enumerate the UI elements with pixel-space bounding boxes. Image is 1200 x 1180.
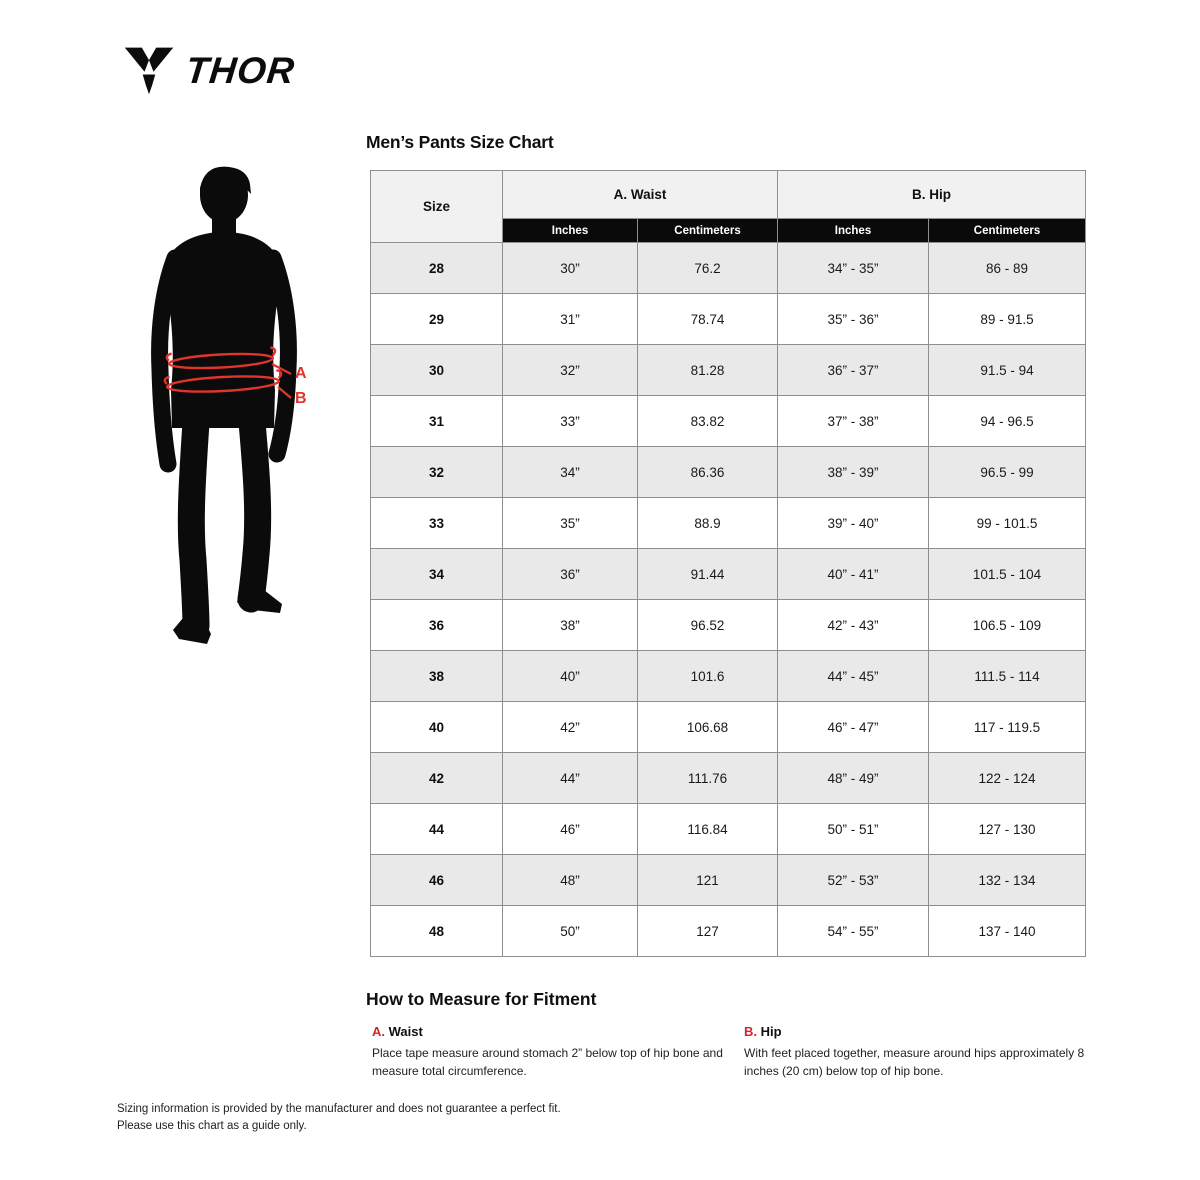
table-row [371,804,1086,855]
table-cell-waist_in: 35” [503,498,638,549]
human-silhouette-graphic [123,158,343,658]
table-cell-hip_cm: 132 - 134 [929,855,1086,906]
footer-disclaimer [117,1101,561,1134]
table-cell-hip_cm: 122 - 124 [929,753,1086,804]
measure-title-hip: Hip [760,1024,782,1039]
table-cell-waist_in: 30” [503,243,638,294]
table-cell-hip_cm: 111.5 - 114 [929,651,1086,702]
table-cell-size: 33 [371,498,503,549]
table-cell-size: 46 [371,855,503,906]
table-cell-waist_cm: 91.44 [638,549,778,600]
table-cell-size: 30 [371,345,503,396]
table-row [371,345,1086,396]
table-cell-waist_in: 48” [503,855,638,906]
table-cell-waist_cm: 81.28 [638,345,778,396]
table-cell-size: 32 [371,447,503,498]
measure-letter-b: B. [744,1024,761,1039]
table-cell-hip_in: 54” - 55” [778,906,929,957]
table-cell-hip_in: 48” - 49” [778,753,929,804]
table-cell-waist_in: 31” [503,294,638,345]
table-cell-size: 44 [371,804,503,855]
table-cell-waist_cm: 121 [638,855,778,906]
page-title: Men’s Pants Size Chart [366,132,554,152]
table-cell-hip_cm: 91.5 - 94 [929,345,1086,396]
table-cell-waist_in: 46” [503,804,638,855]
table-cell-size: 48 [371,906,503,957]
table-cell-size: 34 [371,549,503,600]
subheader-waist-inches: Inches [503,219,638,243]
table-cell-size: 38 [371,651,503,702]
table-cell-hip_in: 40” - 41” [778,549,929,600]
thor-wordmark: THOR [183,49,297,91]
table-cell-waist_in: 40” [503,651,638,702]
measure-title-waist: Waist [388,1024,423,1039]
table-cell-waist_cm: 127 [638,906,778,957]
table-row [371,906,1086,957]
table-cell-hip_in: 39” - 40” [778,498,929,549]
table-row [371,702,1086,753]
measure-item-hip [744,1024,1104,1080]
table-cell-hip_in: 46” - 47” [778,702,929,753]
table-cell-waist_in: 33” [503,396,638,447]
measure-text-waist: Place tape measure around stomach 2” below top of hip bone and measure total circumference. [372,1046,723,1078]
measure-letter-a: A. [372,1024,389,1039]
size-chart-section [370,170,1086,957]
table-cell-waist_cm: 116.84 [638,804,778,855]
table-cell-hip_in: 36” - 37” [778,345,929,396]
table-row [371,498,1086,549]
table-cell-size: 40 [371,702,503,753]
table-cell-waist_cm: 86.36 [638,447,778,498]
table-cell-waist_in: 44” [503,753,638,804]
table-cell-hip_cm: 106.5 - 109 [929,600,1086,651]
table-row [371,549,1086,600]
table-cell-hip_cm: 86 - 89 [929,243,1086,294]
waist-label-a: A [295,365,307,382]
table-cell-hip_cm: 94 - 96.5 [929,396,1086,447]
table-row [371,753,1086,804]
table-cell-hip_in: 34” - 35” [778,243,929,294]
subheader-waist-centimeters: Centimeters [638,219,778,243]
table-cell-hip_in: 38” - 39” [778,447,929,498]
table-cell-waist_in: 50” [503,906,638,957]
table-row [371,600,1086,651]
table-cell-hip_cm: 117 - 119.5 [929,702,1086,753]
table-row [371,396,1086,447]
table-cell-hip_in: 44” - 45” [778,651,929,702]
table-row [371,294,1086,345]
table-cell-hip_cm: 96.5 - 99 [929,447,1086,498]
human-silhouette [160,167,289,644]
table-cell-hip_cm: 89 - 91.5 [929,294,1086,345]
table-cell-hip_cm: 101.5 - 104 [929,549,1086,600]
column-header-size: Size [371,171,503,243]
measure-section-heading: How to Measure for Fitment [366,989,597,1009]
measurement-figure [123,158,343,658]
table-cell-hip_in: 50” - 51” [778,804,929,855]
footer-line-2: Please use this chart as a guide only. [117,1119,307,1132]
measure-item-waist [372,1024,732,1080]
table-cell-waist_cm: 78.74 [638,294,778,345]
table-cell-waist_in: 38” [503,600,638,651]
table-cell-hip_in: 35” - 36” [778,294,929,345]
column-header-waist: A. Waist [503,171,778,219]
table-cell-waist_cm: 88.9 [638,498,778,549]
table-row [371,855,1086,906]
table-cell-hip_cm: 127 - 130 [929,804,1086,855]
table-cell-waist_cm: 83.82 [638,396,778,447]
thor-logo-icon [122,44,176,96]
table-cell-waist_cm: 76.2 [638,243,778,294]
table-cell-size: 31 [371,396,503,447]
column-header-hip: B. Hip [778,171,1086,219]
table-cell-waist_in: 36” [503,549,638,600]
subheader-hip-centimeters: Centimeters [929,219,1086,243]
table-cell-size: 42 [371,753,503,804]
table-cell-waist_cm: 111.76 [638,753,778,804]
table-cell-size: 29 [371,294,503,345]
measure-text-hip: With feet placed together, measure around hips approximately 8 inches (20 cm) below top of hip bone. [744,1046,1085,1078]
table-cell-size: 28 [371,243,503,294]
table-cell-hip_in: 52” - 53” [778,855,929,906]
hip-label-b: B [295,390,307,407]
table-cell-waist_cm: 101.6 [638,651,778,702]
table-cell-waist_cm: 96.52 [638,600,778,651]
table-cell-waist_in: 34” [503,447,638,498]
size-chart-table [370,170,1086,957]
footer-line-1: Sizing information is provided by the manufacturer and does not guarantee a perfect fit. [117,1103,561,1115]
table-cell-hip_cm: 137 - 140 [929,906,1086,957]
brand-logo [122,44,295,96]
subheader-hip-inches: Inches [778,219,929,243]
table-cell-waist_in: 32” [503,345,638,396]
table-row [371,243,1086,294]
table-cell-hip_in: 42” - 43” [778,600,929,651]
table-cell-waist_cm: 106.68 [638,702,778,753]
table-cell-waist_in: 42” [503,702,638,753]
table-cell-hip_in: 37” - 38” [778,396,929,447]
table-row [371,447,1086,498]
size-table-body [371,243,1086,957]
table-row [371,651,1086,702]
table-cell-hip_cm: 99 - 101.5 [929,498,1086,549]
table-cell-size: 36 [371,600,503,651]
